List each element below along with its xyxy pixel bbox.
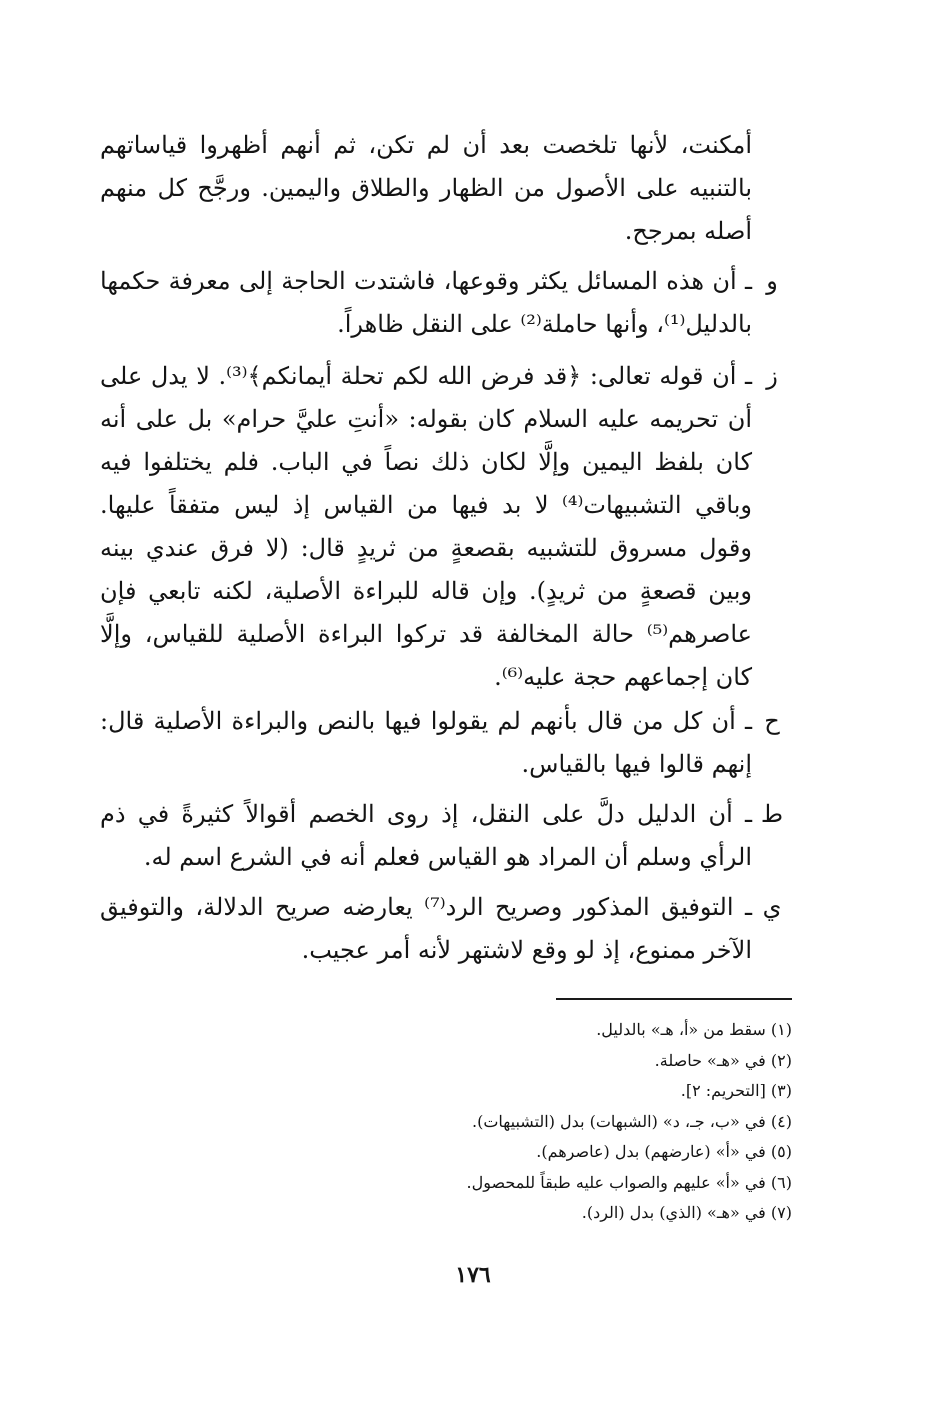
paragraph-text: ـ أن قوله تعالى: ﴿قد فرض الله لكم تحلة أيمانكم﴾⁽³⁾. لا يدل على أن تحريمه عليه السلام كان بقوله: «أنتِ عليَّ حرام» بل على أنه كان بلفظ اليمين وإلَّا لكان ذلك نصاً في الباب. فلم يختلفوا فيه وباقي التشبيهات⁽⁴⁾ لا بد فيها من القياس إذ ليس متفقاً عليها. وقول مسروق للتشبيه بقصعةٍ من ثريدٍ قال: (لا فرق عندي بينه وبين قصعةٍ من ثريدٍ). وإن قاله للبراءة الأصلية، لكنه تابعي فإن عاصرهم⁽⁵⁾ حالة المخالفة قد تركوا البراءة الأصلية للقياس، وإلَّا كان إجماعهم حجة عليه⁽⁶⁾. <box>100 362 752 691</box>
paragraph-zay <box>100 355 792 699</box>
footnote-4: (٤) في «ب، جـ، د» (الشبهات) بدل (التشبيهات). <box>472 1111 792 1131</box>
paragraph-marker <box>752 124 792 253</box>
paragraph-marker: ز <box>766 362 778 390</box>
paragraph-marker: ح <box>764 707 780 735</box>
paragraph-text: ـ أن كل من قال بأنهم لم يقولوا فيها بالنص والبراءة الأصلية قال: إنهم قالوا فيها بالقياس. <box>100 707 752 778</box>
paragraph-text: ـ أن الدليل دلَّ على النقل، إذ روى الخصم أقوالاً كثيرةً في ذم الرأي وسلم أن المراد هو القياس فعلم أنه في الشرع اسم له. <box>100 800 752 871</box>
footnote-5: (٥) في «أ» (عارضهم) بدل (عاصرهم). <box>536 1142 792 1161</box>
paragraph-continuation <box>100 124 792 253</box>
paragraph-waw <box>100 260 792 346</box>
page-number: ١٧٦ <box>455 1262 491 1288</box>
paragraph-marker: و <box>766 267 778 295</box>
footnote-2: (٢) في «هـ» حاصلة. <box>654 1050 792 1070</box>
paragraph-marker: ط <box>760 800 784 828</box>
paragraph-ta <box>100 793 792 879</box>
footnote-3: (٣) [التحريم: ٢]. <box>680 1081 792 1100</box>
footnote-6: (٦) في «أ» عليهم والصواب عليه طبقاً للمحصول. <box>466 1172 792 1192</box>
paragraph-ya <box>100 886 792 972</box>
paragraph-text: ـ التوفيق المذكور وصريح الرد⁽⁷⁾ يعارضه صريح الدلالة، والتوفيق الآخر ممنوع، إذ لو وقع لاشتهر لأنه أمر عجيب. <box>100 893 752 964</box>
footnotes <box>300 1015 792 1229</box>
footnote-1: (١) سقط من «أ، هـ» بالدليل. <box>596 1020 792 1039</box>
paragraph-ha <box>100 700 792 786</box>
footnote-7: (٧) في «هـ» (الذي) بدل (الرد). <box>581 1203 792 1222</box>
paragraph-text: ـ أن هذه المسائل يكثر وقوعها، فاشتدت الحاجة إلى معرفة حكمها بالدليل⁽¹⁾، وأنها حاملة⁽²⁾ على النقل ظاهراً. <box>100 267 752 338</box>
paragraph-text: أمكنت، لأنها تلخصت بعد أن لم تكن، ثم أنهم أظهروا قياساتهم بالتنبيه على الأصول من الظهار والطلاق واليمين. ورجَّح كل منهم أصله بمرجح. <box>100 131 752 245</box>
paragraph-marker: ي <box>762 893 782 921</box>
footnote-divider <box>556 998 792 1000</box>
